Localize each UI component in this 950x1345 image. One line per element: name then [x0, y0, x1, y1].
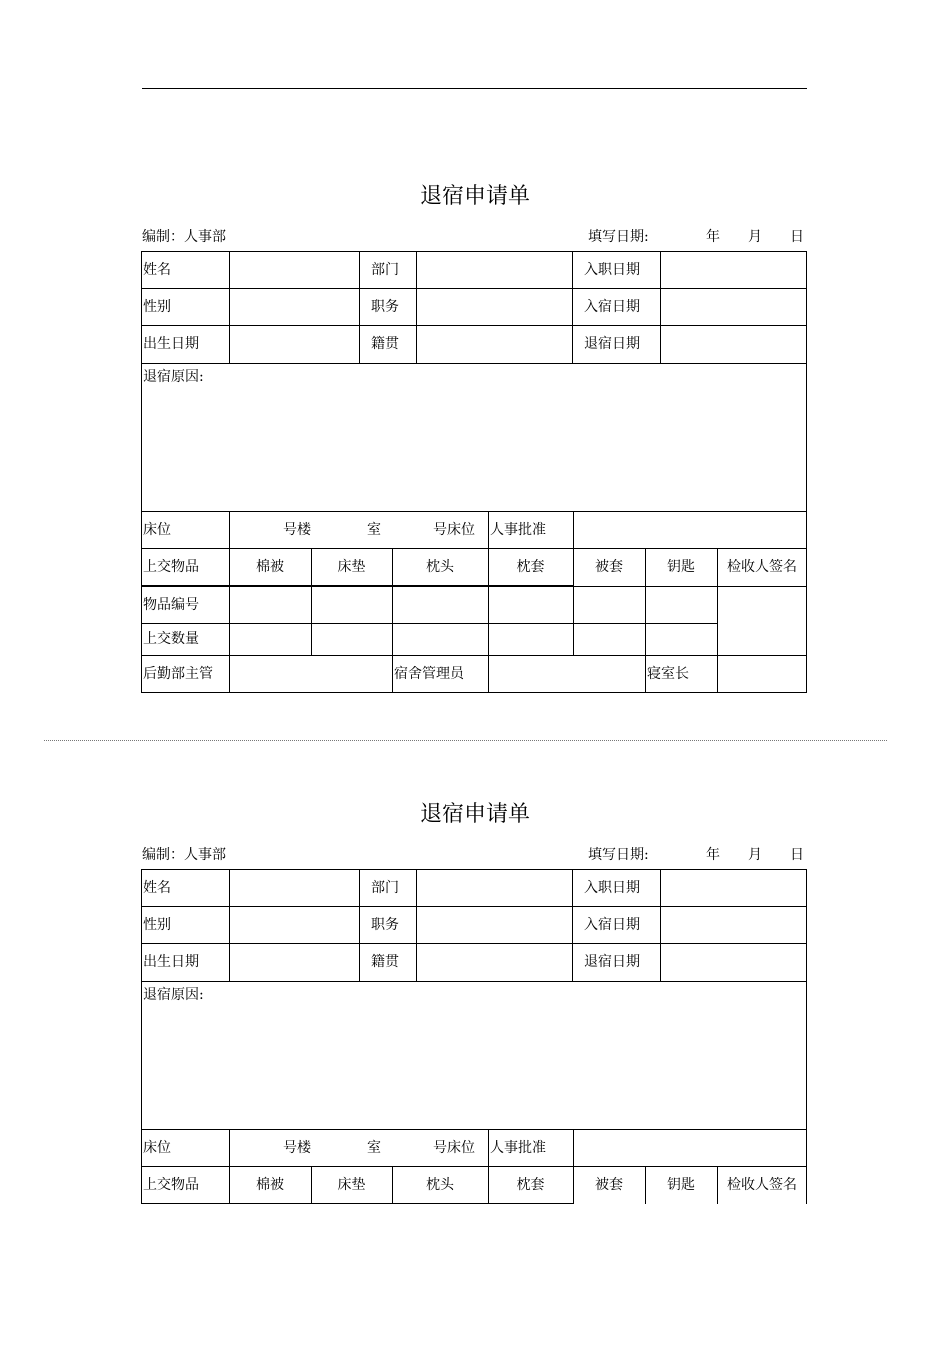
- origin-label: 籍贯: [371, 954, 399, 970]
- reason-area[interactable]: [141, 981, 807, 1129]
- room-leader-field[interactable]: [717, 655, 807, 692]
- grid-line: [141, 869, 807, 870]
- hire-date-label: 入职日期: [584, 261, 640, 278]
- logistics-head-field[interactable]: [229, 655, 392, 692]
- return-qty-label: 上交数量: [143, 631, 199, 647]
- dept-field[interactable]: [416, 251, 572, 288]
- gender-field[interactable]: [229, 906, 359, 943]
- gender-label: 性别: [143, 916, 171, 933]
- author-label: 编制：人事部: [142, 847, 226, 863]
- grid-line: [229, 1129, 230, 1204]
- grid-line: [573, 586, 807, 587]
- day-label: 日: [790, 847, 804, 863]
- bed-label: 床位: [143, 1139, 171, 1156]
- dept-field[interactable]: [416, 869, 572, 906]
- reason-label: 退宿原因:: [143, 369, 204, 385]
- grid-line: [660, 869, 661, 981]
- grid-line: [141, 251, 142, 692]
- grid-line: [359, 251, 360, 363]
- grid-line: [141, 251, 807, 252]
- grid-line: [311, 1166, 312, 1204]
- row-return-qty: [141, 623, 807, 655]
- grid-line: [141, 288, 807, 289]
- grid-line: [141, 548, 807, 549]
- move-in-date-label: 入宿日期: [584, 298, 640, 315]
- grid-line: [141, 906, 807, 907]
- hire-date-label: 入职日期: [584, 879, 640, 896]
- item-duvet-cover-label: 被套: [595, 559, 623, 575]
- position-field[interactable]: [416, 288, 572, 325]
- grid-line: [229, 511, 230, 692]
- day-label: 日: [790, 229, 804, 245]
- dorm-manager-field[interactable]: [488, 655, 645, 692]
- grid-line: [717, 548, 718, 692]
- move-out-date-field[interactable]: [660, 325, 807, 363]
- grid-line: [141, 1166, 807, 1167]
- grid-line: [806, 251, 807, 692]
- row-name: [141, 869, 807, 906]
- dept-label: 部门: [371, 261, 399, 278]
- row-name: [141, 251, 807, 288]
- item-key-label: 钥匙: [667, 559, 695, 575]
- grid-line: [717, 1166, 718, 1204]
- move-out-date-label: 退宿日期: [584, 954, 640, 970]
- grid-line: [141, 623, 717, 624]
- grid-line: [645, 548, 646, 692]
- form-title: 退宿申请单: [419, 184, 530, 209]
- row-birth: [141, 943, 807, 981]
- hr-approval-field[interactable]: [573, 1129, 807, 1166]
- grid-line: [311, 548, 312, 655]
- birth-date-label: 出生日期: [143, 954, 199, 970]
- row-bed: [141, 1129, 807, 1166]
- grid-line: [141, 981, 807, 982]
- item-duvet-cover-label: 被套: [595, 1177, 623, 1193]
- inspector-sign-label: 检收人签名: [727, 559, 797, 575]
- month-label: 月: [748, 229, 762, 245]
- grid-line: [141, 1203, 573, 1204]
- item-no-label: 物品编号: [143, 596, 199, 613]
- form-title: 退宿申请单: [419, 802, 530, 827]
- grid-line: [416, 251, 417, 363]
- bed-no-label: 号床位: [433, 521, 475, 538]
- grid-line: [229, 869, 230, 981]
- author-label: 编制：人事部: [142, 229, 226, 245]
- room-label: 室: [367, 1139, 381, 1156]
- hr-approval-label: 人事批准: [490, 521, 546, 538]
- grid-line: [572, 869, 573, 981]
- item-key-label: 钥匙: [667, 1177, 695, 1193]
- row-bed: [141, 511, 807, 548]
- hire-date-field[interactable]: [660, 869, 807, 906]
- birth-date-field[interactable]: [229, 943, 359, 981]
- origin-field[interactable]: [416, 943, 572, 981]
- grid-line: [572, 251, 573, 363]
- hr-approval-field[interactable]: [573, 511, 807, 548]
- position-label: 职务: [371, 916, 399, 933]
- move-in-date-label: 入宿日期: [584, 916, 640, 933]
- dept-label: 部门: [371, 879, 399, 896]
- item-pillowcase-label: 枕套: [516, 559, 545, 575]
- row-returned-items: [141, 1166, 807, 1204]
- grid-line: [141, 511, 807, 512]
- grid-line: [141, 692, 807, 693]
- grid-line: [359, 869, 360, 981]
- form-table: [141, 869, 807, 1204]
- returned-items-label: 上交物品: [143, 1177, 199, 1193]
- move-in-date-field[interactable]: [660, 906, 807, 943]
- name-field[interactable]: [229, 251, 359, 288]
- grid-line: [141, 363, 807, 364]
- grid-line: [392, 548, 393, 692]
- room-label: 室: [367, 521, 381, 538]
- row-gender: [141, 288, 807, 325]
- inspector-sign-label: 检收人签名: [727, 1177, 797, 1193]
- year-label: 年: [706, 847, 720, 863]
- move-in-date-field[interactable]: [660, 288, 807, 325]
- month-label: 月: [748, 847, 762, 863]
- cut-line: [44, 740, 887, 741]
- position-field[interactable]: [416, 906, 572, 943]
- bed-no-label: 号床位: [433, 1139, 475, 1156]
- item-pillowcase-label: 枕套: [516, 1177, 545, 1193]
- returned-items-label: 上交物品: [143, 559, 199, 575]
- grid-line: [141, 325, 807, 326]
- gender-field[interactable]: [229, 288, 359, 325]
- building-label: 号楼: [283, 521, 311, 538]
- birth-date-label: 出生日期: [143, 336, 199, 352]
- position-label: 职务: [371, 298, 399, 315]
- page-header-rule: [142, 88, 807, 89]
- row-birth: [141, 325, 807, 363]
- hr-approval-label: 人事批准: [490, 1139, 546, 1156]
- move-out-date-label: 退宿日期: [584, 336, 640, 352]
- logistics-head-label: 后勤部主管: [143, 665, 213, 682]
- name-label: 姓名: [143, 261, 171, 278]
- fill-date-label: 填写日期:: [588, 847, 649, 863]
- origin-field[interactable]: [416, 325, 572, 363]
- grid-line: [488, 655, 489, 692]
- building-label: 号楼: [283, 1139, 311, 1156]
- bed-label: 床位: [143, 521, 171, 538]
- row-signatures: [141, 655, 807, 692]
- row-returned-items: [141, 548, 807, 586]
- move-out-date-field[interactable]: [660, 943, 807, 981]
- grid-line: [645, 1166, 646, 1204]
- grid-line: [573, 511, 574, 655]
- fill-date-label: 填写日期:: [588, 229, 649, 245]
- item-quilt-label: 棉被: [256, 559, 284, 575]
- form-table: [141, 251, 807, 684]
- grid-line: [229, 251, 230, 363]
- grid-line: [416, 869, 417, 981]
- row-gender: [141, 906, 807, 943]
- reason-area[interactable]: [141, 363, 807, 511]
- grid-line: [141, 869, 142, 1204]
- grid-line: [392, 1166, 393, 1204]
- grid-line: [806, 869, 807, 1204]
- grid-line: [141, 943, 807, 944]
- item-pillow-label: 枕头: [426, 559, 454, 575]
- year-label: 年: [706, 229, 720, 245]
- name-label: 姓名: [143, 879, 171, 896]
- item-mattress-label: 床垫: [337, 559, 366, 575]
- reason-label: 退宿原因:: [143, 987, 204, 1003]
- name-field[interactable]: [229, 869, 359, 906]
- grid-line: [660, 251, 661, 363]
- grid-line: [488, 1129, 489, 1204]
- item-pillow-label: 枕头: [426, 1177, 454, 1193]
- grid-line: [141, 1129, 807, 1130]
- dorm-manager-label: 宿舍管理员: [394, 665, 464, 682]
- gender-label: 性别: [143, 298, 171, 315]
- grid-line: [488, 511, 489, 655]
- item-mattress-label: 床垫: [337, 1177, 366, 1193]
- item-quilt-label: 棉被: [256, 1177, 284, 1193]
- row-item-no: [141, 586, 807, 623]
- origin-label: 籍贯: [371, 336, 399, 352]
- grid-line: [141, 655, 807, 656]
- grid-line: [573, 1129, 574, 1204]
- birth-date-field[interactable]: [229, 325, 359, 363]
- grid-line: [141, 585, 573, 587]
- hire-date-field[interactable]: [660, 251, 807, 288]
- room-leader-label: 寝室长: [647, 665, 689, 682]
